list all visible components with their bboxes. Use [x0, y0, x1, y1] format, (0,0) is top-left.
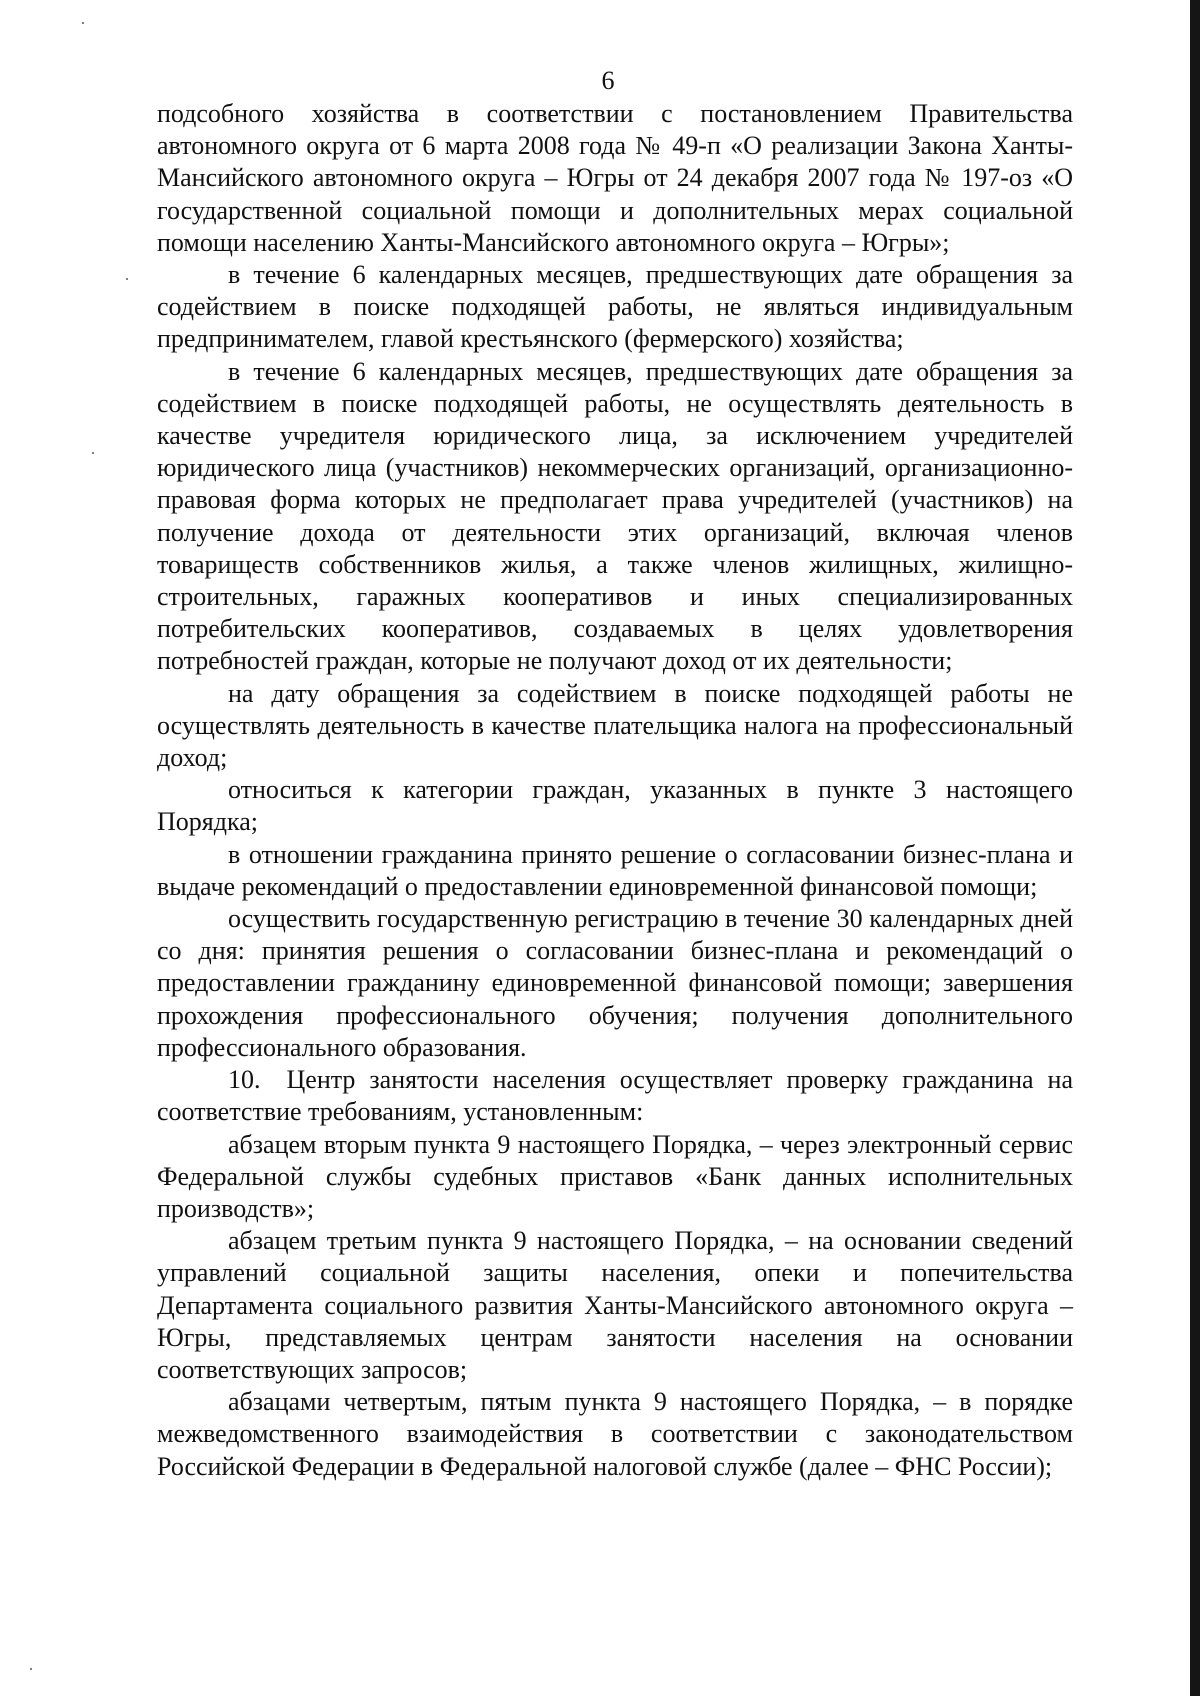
paragraph-not-entrepreneur: в течение 6 календарных месяцев, предшествующих дате обращения за содействием в поиске подходящей работы, не являться индивидуальным предпринимателем, главой крестьянского (фермерского) хозяйства;: [157, 260, 1073, 354]
page-number: 6: [601, 66, 615, 95]
paragraph-business-plan: в отношении гражданина принято решение о согласовании бизнес-плана и выдаче рекомендаций о предоставлении единовременной финансовой помощи;: [157, 839, 1073, 901]
paragraph-item-10: 10. Центр занятости населения осуществляет проверку гражданина на соответствие требованиям, установленным:: [157, 1065, 1073, 1127]
paragraph-check-social: абзацем третьим пункта 9 настоящего Порядка, – на основании сведений управлений социальной защиты населения, опеки и попечительства Департамента социального развития Ханты-Мансийского автономного округа – Югры, представляемых центрам занятости населения на основании соответствующих запросов;: [157, 1226, 1073, 1384]
scan-speck: [82, 22, 84, 24]
scan-speck: [126, 278, 128, 280]
scan-page-edge: [1190, 0, 1200, 1696]
paragraph-category: относиться к категории граждан, указанных в пункте 3 настоящего Порядка;: [157, 775, 1073, 837]
paragraph-registration: осуществить государственную регистрацию в течение 30 календарных дней со дня: принятия решения о согласовании бизнес-плана и рекомендаций о предоставлении гражданину единовременной финансовой помощи; завершения прохождения профессионального обучения; получения дополнительного профессионального образования.: [157, 904, 1073, 1062]
scan-speck: [92, 452, 94, 454]
paragraph-not-self-employed: на дату обращения за содействием в поиске подходящей работы не осуществлять деятельность в качестве плательщика налога на профессиональный доход;: [157, 678, 1073, 773]
paragraph-check-tax: абзацами четвертым, пятым пункта 9 настоящего Порядка, – в порядке межведомственного взаимодействия в соответствии с законодательством Российской Федерации в Федеральной налоговой службе (далее – ФНС России);: [157, 1387, 1073, 1481]
scan-speck: [30, 1668, 32, 1670]
paragraph-check-bailiffs: абзацем вторым пункта 9 настоящего Порядка, – через электронный сервис Федеральной службы судебных приставов «Банк данных исполнительных производств»;: [157, 1129, 1073, 1223]
paragraph-continuation: подсобного хозяйства в соответствии с постановлением Правительства автономного округа от 6 марта 2008 года № 49-п «О реализации Закона Ханты-Мансийского автономного округа – Югры от 24 декабря 2007 года № 197-оз «О государственной социальной помощи и дополнительных мерах социальной помощи населению Ханты-Мансийского автономного округа – Югры»;: [157, 99, 1073, 257]
paragraph-not-founder: в течение 6 календарных месяцев, предшествующих дате обращения за содействием в поиске подходящей работы, не осуществлять деятельность в качестве учредителя юридического лица, за исключением учредителей юридического лица (участников) некоммерческих организаций, организационно-правовая форма которых не предполагает права учредителей (участников) на получение дохода от деятельности этих организаций, включая членов товариществ собственников жилья, а также членов жилищных, жилищно-строительных, гаражных кооперативов и иных специализированных потребительских кооперативов, создаваемых в целях удовлетворения потребностей граждан, которые не получают доход от их деятельности;: [157, 356, 1073, 676]
document-body: [157, 98, 1073, 1483]
